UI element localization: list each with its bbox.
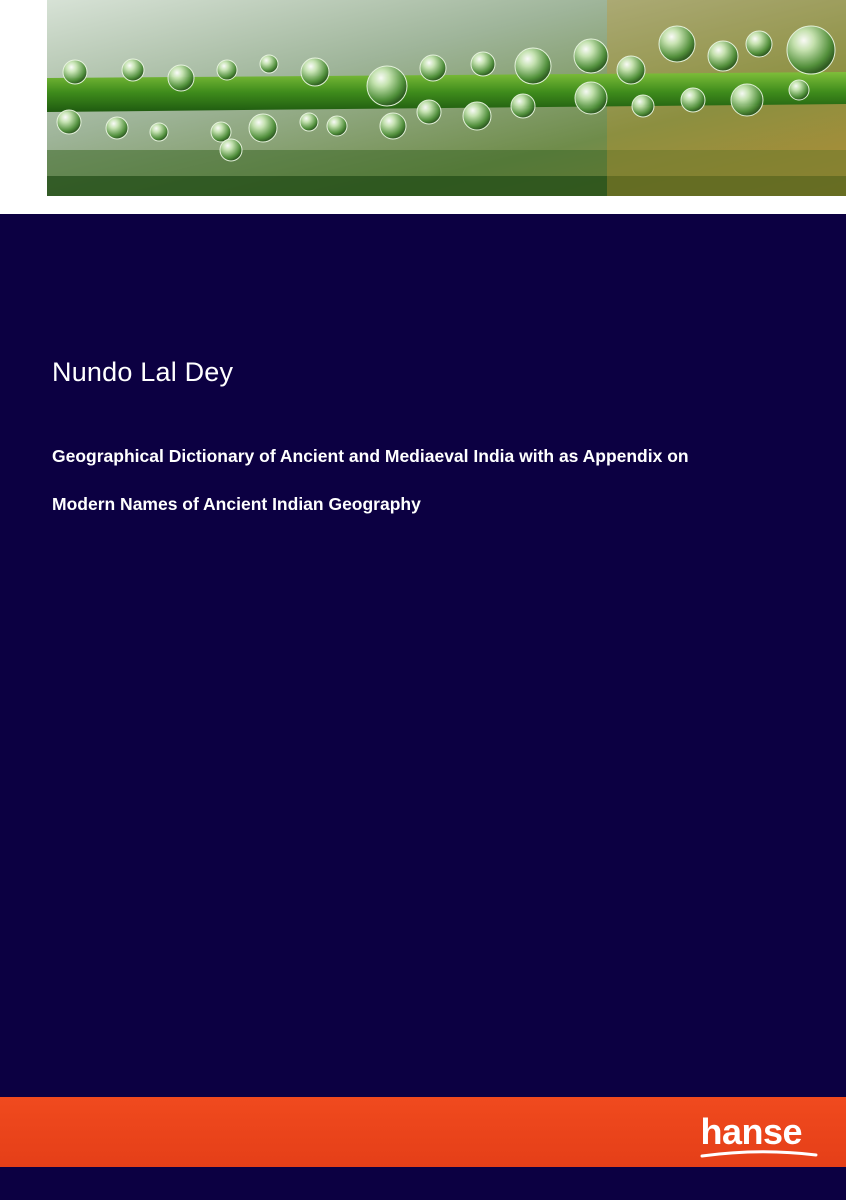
cover-photo <box>47 0 846 196</box>
grass-dew-drops-photo-icon <box>47 0 846 196</box>
book-title-line-2: Modern Names of Ancient Indian Geography <box>52 494 421 514</box>
book-title <box>52 432 812 528</box>
publisher-logo <box>700 1112 802 1152</box>
logo-swoosh-icon <box>700 1150 818 1160</box>
book-title-line-1: Geographical Dictionary of Ancient and Mediaeval India with as Appendix on <box>52 446 689 466</box>
author-name: Nundo Lal Dey <box>52 357 234 387</box>
publisher-logo-text: hanse <box>700 1111 802 1152</box>
